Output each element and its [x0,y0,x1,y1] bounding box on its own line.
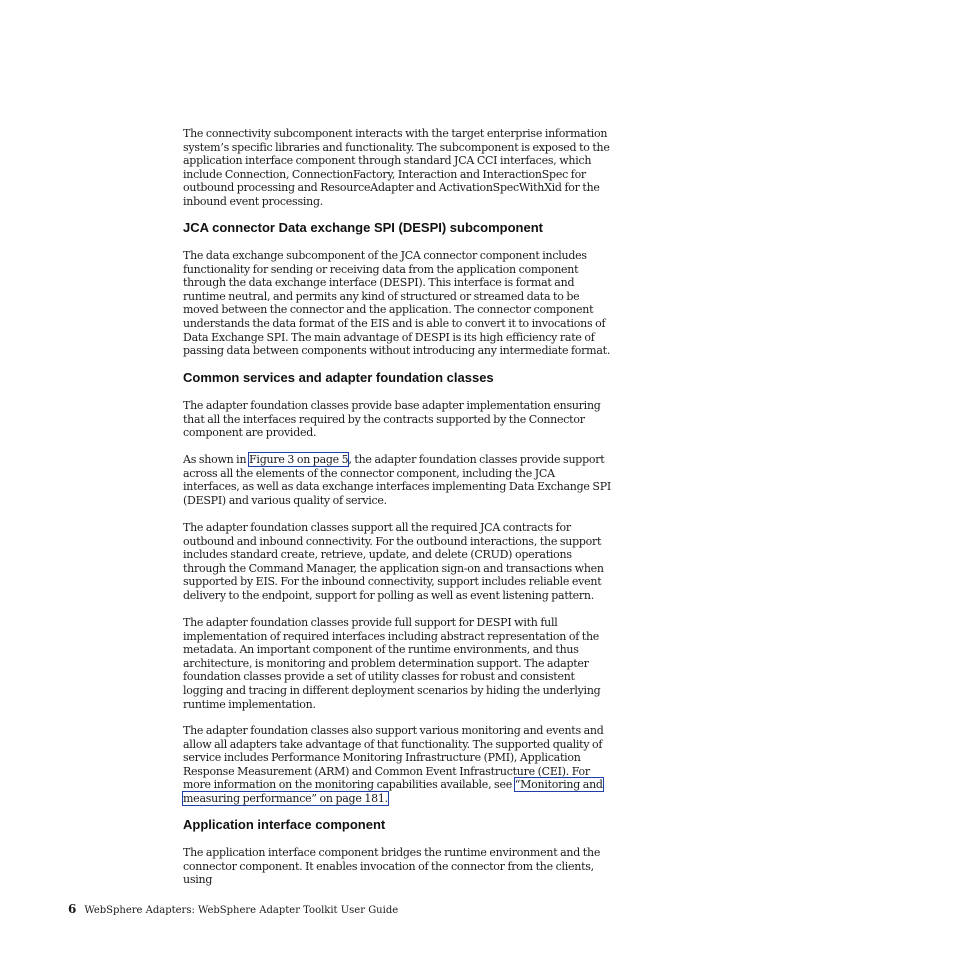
foundation-2-prefix: As shown in [183,453,250,466]
foundation-1-text: The adapter foundation classes provide base adapter implementation ensuring that all the interfaces required by the contracts supported by the Connector component are provided. [183,399,601,440]
application-text: The application interface component bridges the runtime environment and the connector component. It enables invocation of the connector from the clients, using [183,846,601,887]
paragraph-foundation-2 [183,453,613,507]
paragraph-foundation-5 [183,724,613,806]
despi-text: The data exchange subcomponent of the JCA connector component includes functionality for sending or receiving data from the application component through the data exchange interface (DESPI). This interface is format and runtime neutral, and permits any kind of structured or streamed data to be moved between the connector and the application. The connector component understands the data format of the EIS and is able to convert it to invocations of Data Exchange SPI. The main advantage of DESPI is its high efficiency rate of passing data between components without introducing any intermediate format. [183,249,611,358]
connectivity-text: The connectivity subcomponent interacts with the target enterprise information system’s specific libraries and functionality. The subcomponent is exposed to the application interface component through standard JCA CCI interfaces, which include Connection, ConnectionFactory, Interaction and InteractionSpec for outbound processing and ResourceAdapter and ActivationSpecWithXid for the inbound event processing. [183,127,610,208]
footer-title: WebSphere Adapters: WebSphere Adapter Toolkit User Guide [84,905,399,916]
heading-application-interface: Application interface component [183,817,386,832]
foundation-5-text [183,724,613,806]
heading-common-services: Common services and adapter foundation classes [183,370,494,385]
foundation-3-text: The adapter foundation classes support all the required JCA contracts for outbound and inbound connectivity. For the outbound interactions, the support includes standard create, retrieve, update, and delete (CRUD) operations through the Command Manager, the application sign-on and transactions when supported by EIS. For the inbound connectivity, support includes reliable event delivery to the endpoint, support for polling as well as event listening pattern. [183,521,604,602]
paragraph-foundation-1 [183,399,613,440]
foundation-2-suffix: , the adapter foundation classes provide support across all the elements of the connector component, including the JCA interfaces, as well as data exchange interfaces implementing Data Exchange SPI (DESPI) and various quality of service. [183,453,611,507]
page-number: 6 [68,902,77,916]
paragraph-foundation-3 [183,521,613,603]
foundation-2-text [183,453,613,507]
paragraph-despi [183,249,613,358]
foundation-5-body: The adapter foundation classes also support various monitoring and events and allow all adapters take advantage of that functionality. The supported quality of service includes Performance Monitoring Infrastructure (PMI), Application Response Measurement (ARM) and Common Event Infrastructure (CEI). For more information on the monitoring capabilities available, see [183,724,604,792]
foundation-4-text: The adapter foundation classes provide full support for DESPI with full implementation of required interfaces including abstract representation of the metadata. An important component of the runtime environments, and thus architecture, is monitoring and problem determination support. The adapter foundation classes provide a set of utility classes for robust and consistent logging and tracing in different deployment scenarios by hiding the underlying runtime implementation. [183,616,601,711]
figure-3-link[interactable]: Figure 3 on page 5 [249,453,349,466]
paragraph-connectivity [183,127,613,209]
paragraph-foundation-4 [183,616,613,711]
monitoring-link[interactable]: “Monitoring and measuring performance” on page 181. [183,778,603,805]
paragraph-application [183,846,613,887]
page-footer [68,902,398,918]
heading-despi: JCA connector Data exchange SPI (DESPI) subcomponent [183,220,543,235]
